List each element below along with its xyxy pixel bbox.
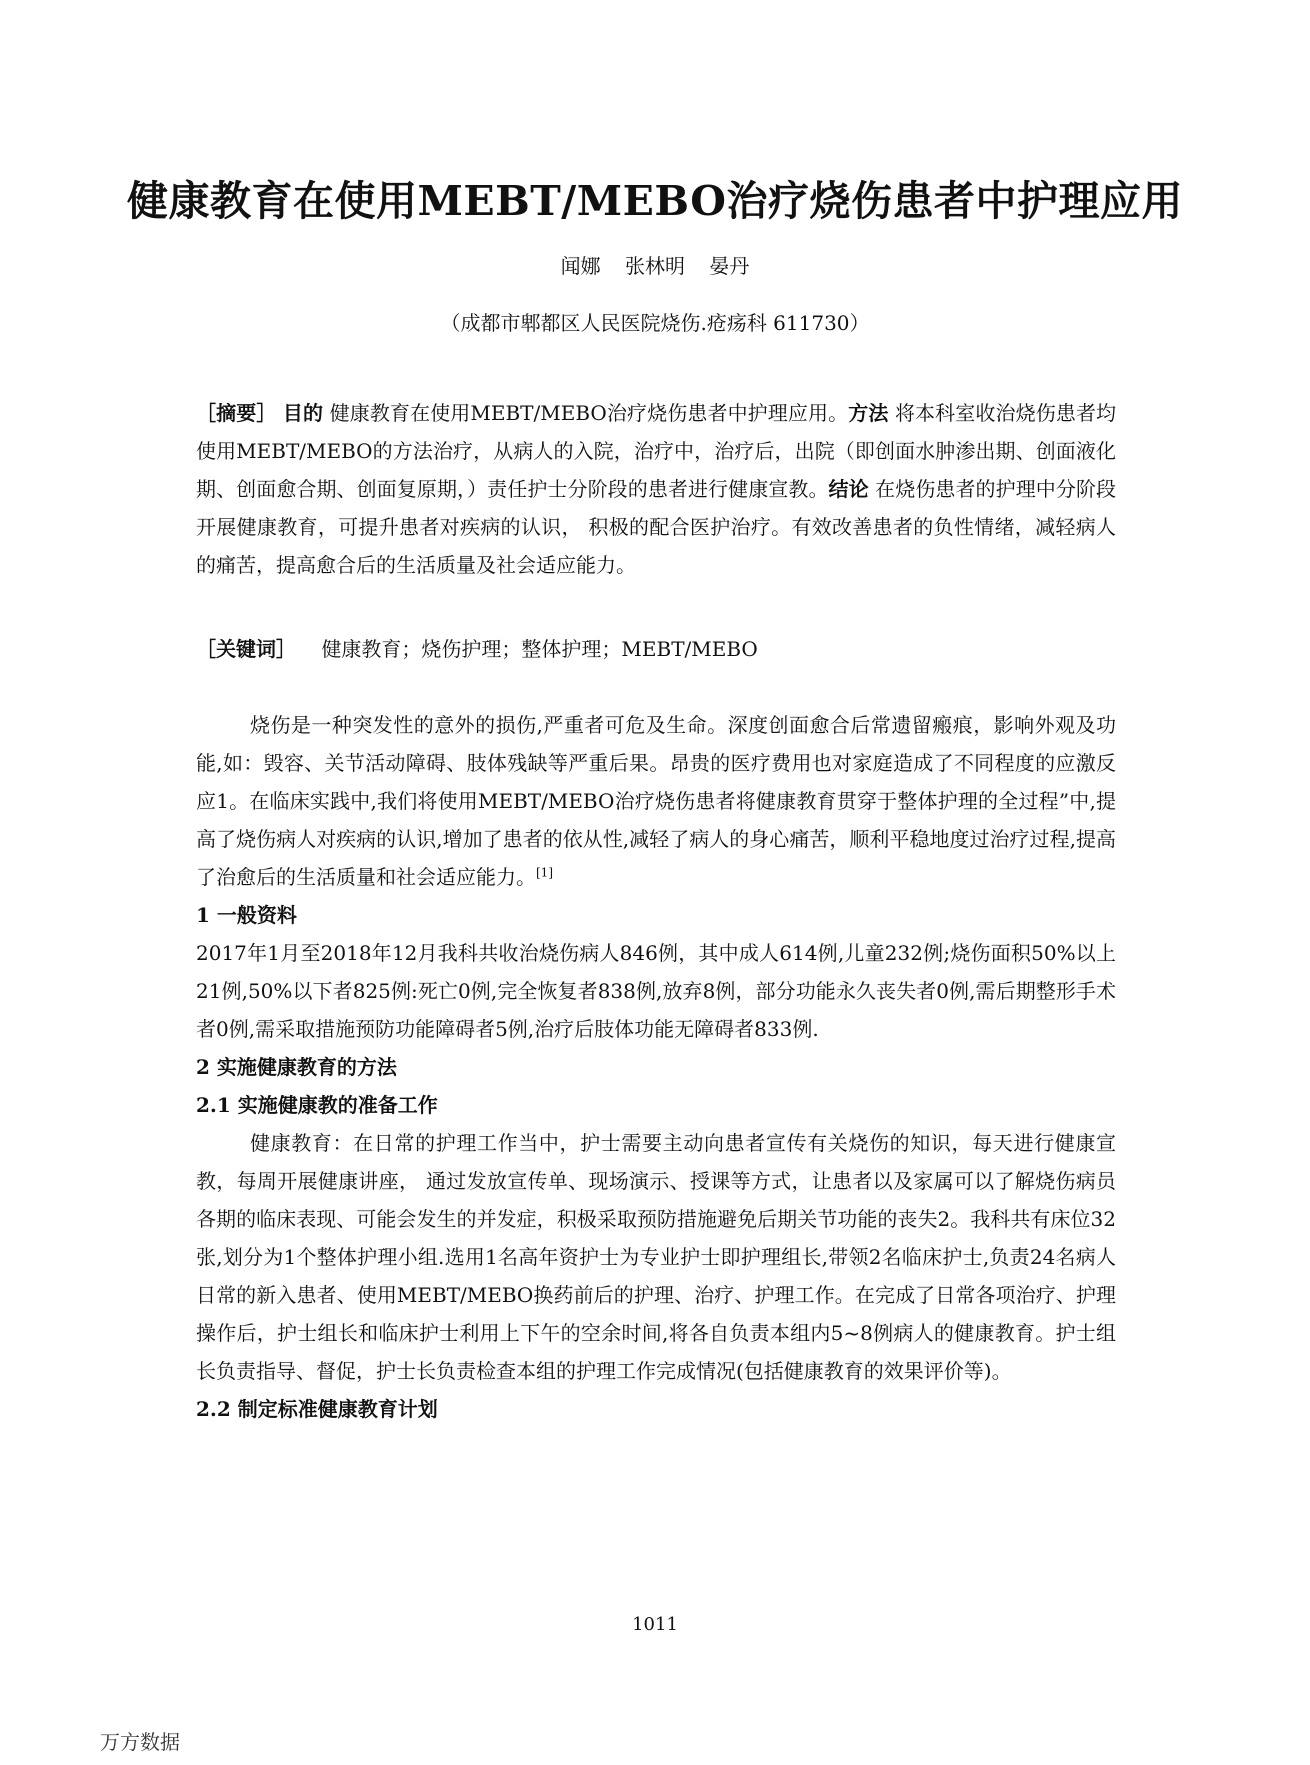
section2-1-heading: 2.1 实施健康教的准备工作 [196, 1093, 438, 1117]
authors: 闻娜 张林明 晏丹 [560, 254, 750, 278]
intro-paragraph [196, 706, 1116, 896]
purpose-text: 健康教育在使用MEBT/MEBO治疗烧伤患者中护理应用。 [329, 401, 849, 425]
intro-text: 烧伤是一种突发性的意外的损伤,严重者可危及生命。深度创面愈合后常遗留瘢痕，影响外观及功能,如：毁容、关节活动障碍、肢体残缺等严重后果。昂贵的医疗费用也对家庭造成了不同程度的应激反应1。在临床实践中,我们将使用MEBT/MEBO治疗烧伤患者将健康教育贯穿于整体护理的全过程”中,提高了烧伤病人对疾病的认识,增加了患者的依从性,减轻了病人的身心痛苦，顺利平稳地度过治疗过程,提高了治愈后的生活质量和社会适应能力。 [196, 713, 1116, 889]
affiliation: （成都市郫都区人民医院烧伤.疮疡科 611730） [440, 311, 870, 335]
section2-1-text: 健康教育：在日常的护理工作当中，护士需要主动向患者宣传有关烧伤的知识，每天进行健康宣教，每周开展健康讲座， 通过发放宣传单、现场演示、授课等方式，让患者以及家属可以了解烧伤病员各期的临床表现、可能会发生的并发症，积极采取预防措施避免后期关节功能的丧失2。我科共有床位32张,划分为1个整体护理小组.选用1名高年资护士为专业护士即护理组长,带领2名临床护士,负责24名病人日常的新入患者、使用MEBT/MEBO换药前后的护理、治疗、护理工作。在完成了日常各项治疗、护理操作后，护士组长和临床护士利用上下午的空余时间,将各自负责本组内5~8例病人的健康教育。护士组长负责指导、督促，护士长负责检查本组的护理工作完成情况(包括健康教育的效果评价等)。 [196, 1131, 1116, 1383]
section2-2-heading: 2.2 制定标准健康教育计划 [196, 1397, 438, 1421]
method-label: 方法 [848, 401, 889, 425]
conclusion-label: 结论 [828, 477, 869, 501]
section1-text: 2017年1月至2018年12月我科共收治烧伤病人846例，其中成人614例,儿童232例;烧伤面积50%以上21例,50%以下者825例:死亡0例,完全恢复者838例,放弃8例，部分功能永久丧失者0例,需后期整形手术者0例,需采取措施预防功能障碍者5例,治疗后肢体功能无障碍者833例. [196, 941, 1116, 1041]
method-text: 将本科室收治烧伤患者均使用MEBT/MEBO的方法治疗，从病人的入院，治疗中，治疗后，出院（即创面水肿渗出期、创面液化期、创面愈合期、创面复原期，）责任护士分阶段的患者进行健康宣教。 [196, 401, 1117, 501]
keywords-text: 健康教育；烧伤护理；整体护理；MEBT/MEBO [321, 637, 758, 661]
abstract-label: ［摘要］ [196, 401, 277, 425]
page-number: 1011 [632, 1614, 678, 1635]
keywords-label: ［关键词］ [196, 637, 296, 661]
reference-marker: [1] [536, 865, 553, 880]
watermark: 万方数据 [100, 1730, 180, 1754]
paper-title: 健康教育在使用MEBT/MEBO治疗烧伤患者中护理应用 [126, 177, 1184, 225]
purpose-label: 目的 [282, 401, 324, 425]
section1-heading: 1 一般资料 [196, 903, 297, 927]
section2-heading: 2 实施健康教育的方法 [196, 1055, 397, 1079]
conclusion-text: 在烧伤患者的护理中分阶段开展健康教育，可提升患者对疾病的认识， 积极的配合医护治疗。有效改善患者的负性情绪，减轻病人的痛苦，提高愈合后的生活质量及社会适应能力。 [196, 477, 1117, 577]
article-body [196, 706, 1116, 1428]
keywords [196, 630, 1116, 668]
abstract [196, 394, 1116, 584]
